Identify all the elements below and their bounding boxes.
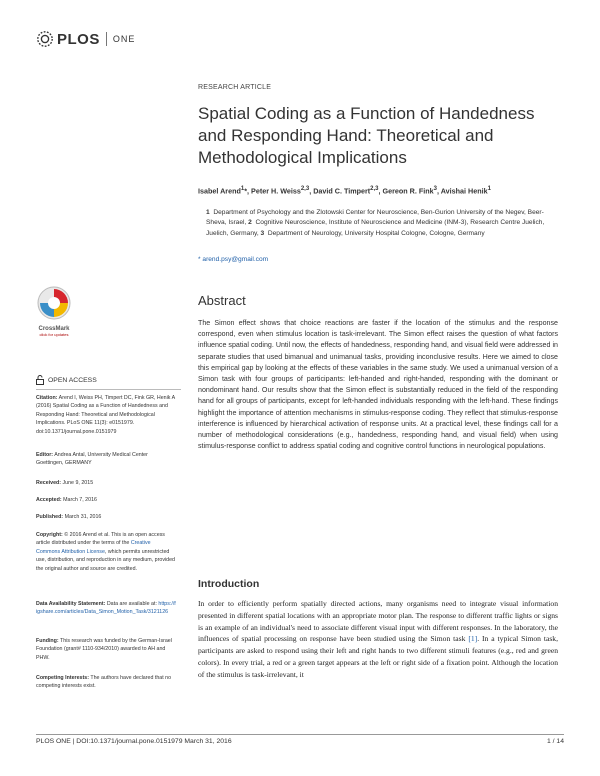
plos-logo[interactable] — [36, 28, 135, 50]
copyright-text: © 2016 Arend et al. This is an open access article distributed under the terms of the — [36, 532, 165, 547]
logo-divider — [106, 32, 107, 46]
corresponding-mark: * — [244, 186, 248, 196]
reference-link[interactable]: [1] — [468, 634, 478, 644]
affiliation-number: 2 — [248, 219, 252, 227]
footer-divider — [36, 734, 564, 735]
author-affiliation-sup: 1 — [487, 186, 491, 192]
corresponding-email[interactable]: * arend.psy@gmail.com — [198, 256, 269, 263]
crossmark-sublabel: click for updates — [39, 332, 69, 337]
affiliation-text: Cognitive Neuroscience, Institute of Neuroscience and Medicine (INM-3), Research Centre Juelich, Juelich, Germany, — [206, 219, 545, 237]
author-affiliation-sup: 2,3 — [370, 186, 379, 192]
sidebar-divider — [36, 389, 181, 390]
abstract-heading: Abstract — [198, 293, 246, 308]
citation-text: Arend I, Weiss PH, Timpert DC, Fink GR, Henik A (2016) Spatial Coding as a Function of Handedness and Responding Hand: Theoretical and Methodological Implications. PLoS ONE 11(3): e0151979. doi:10.1371/journal.pone.0151979 — [36, 395, 175, 435]
license-link[interactable]: Creative Commons Attribution License — [36, 540, 151, 555]
author-name: Avishai Henik — [440, 186, 488, 196]
article-type: RESEARCH ARTICLE — [198, 84, 272, 91]
copyright-text-end: , which permits unrestricted use, distribution, and reproduction in any medium, provided the original author and source are credited. — [36, 548, 175, 572]
author-name: Isabel Arend — [198, 186, 241, 196]
affiliation-number: 3 — [260, 229, 265, 237]
open-access-badge — [36, 375, 97, 385]
email-link[interactable]: arend.psy@gmail.com — [202, 256, 269, 263]
intro-text-end: . In a typical Simon task, participants are asked to respond using their left and right hands to two different stimuli features (e.g., red and green colors). In every trial, a red or a green target appears at the left or right side of a fixation point. Although the location of the stimulus is task-irrelevant, it — [198, 634, 558, 679]
competing-interests-label: Competing Interests: — [36, 675, 89, 681]
author-affiliation-sup: 3 — [433, 186, 437, 192]
intro-text-start: In order to efficiently perform spatially directed actions, many organisms need to integrate visual information presented in different spatial locations with an appropriate motor plan. The response to different traffic lights or signs is an example of an individual's need to associate different visual input with different responses. In the laboratory, the influences of spatial processing on response have been studied using the Simon task — [198, 599, 558, 644]
received-label: Received: — [36, 480, 62, 486]
journal-name: ONE — [112, 34, 136, 44]
abstract-text: The Simon effect shows that choice reactions are faster if the location of the stimulus and the response correspond, even when stimulus location is task-irrelevant. The Simon effect raises the question of what factors influence spatial coding. Until now, the effects of handedness, responding hand, and visual field were addressed in separate studies that used bimanual and unimanual tasks, providing inconclusive results. Here we aimed to close this empirical gap by looking at the effects of these variables in the same study. We used a unimanual version of a Simon task with four groups of participants: left-handed and right-handed, responding with the dominant or nondominant hand. Our results show that the Simon effect is substantially reduced in the field of the responding hand for all groups of participants, except for left-handed individuals responding with the left-hand. These findings highlight the importance of attention mechanisms in stimulus-response coding. They reflect that stimulus-response interference is influenced by hierarchical activation of response units. At a practical level, these findings call for a number of methodological considerations (e.g., handedness, responding hand, and visual field) when using stimulus-response conflict to address spatial coding and cognitive control functions in neurological populations. — [198, 319, 558, 451]
funding-label: Funding: — [36, 638, 59, 644]
competing-interests-block — [36, 674, 176, 691]
affiliation-text: Department of Neurology, University Hospital Cologne, Cologne, Germany — [267, 229, 485, 237]
accepted-date: March 7, 2016 — [63, 497, 97, 503]
published-block — [36, 513, 176, 521]
editor-block — [36, 451, 176, 468]
author-name: David C. Timpert — [313, 186, 371, 196]
data-availability-label: Data Availability Statement: — [36, 601, 106, 607]
page-number: 1 / 14 — [546, 738, 564, 745]
data-link[interactable]: https://figshare.com/articles/Data_Simon_Motion_Task/3121126 — [36, 601, 176, 616]
editor-label: Editor: — [36, 452, 54, 458]
competing-interests-text: The authors have declared that no competing interests exist. — [36, 675, 172, 690]
author-list: Isabel Arend$^1$*, Peter H. Weiss$^{2,3}$, David C. Timpert$^{2,3}$, Gereon R. Fink$^3$, Avishai Henik$^1$ — [198, 186, 491, 196]
crossmark-icon — [36, 285, 72, 321]
crossmark-label: CrossMark — [38, 326, 70, 332]
funding-block — [36, 637, 176, 662]
copyright-label: Copyright: — [36, 532, 63, 538]
introduction-heading: Introduction — [198, 578, 260, 590]
affiliation-number: 1 — [206, 209, 210, 216]
editor-text: Andrea Antal, University Medical Center Goettingen, GERMANY — [36, 452, 148, 467]
data-availability-block — [36, 600, 176, 617]
published-label: Published: — [36, 514, 64, 520]
plos-logo-icon — [36, 30, 54, 48]
data-availability-text: Data are available at: — [106, 601, 157, 607]
author-name: Peter H. Weiss — [251, 186, 301, 196]
footer-citation: PLOS ONE | DOI:10.1371/journal.pone.0151979 March 31, 2016 — [36, 738, 232, 745]
received-block — [36, 479, 176, 487]
crossmark-badge[interactable] — [30, 285, 78, 337]
introduction-text — [198, 598, 558, 681]
published-date: March 31, 2016 — [64, 514, 102, 520]
open-access-label: OPEN ACCESS — [48, 376, 97, 384]
funding-text: This research was funded by the German-Israel Foundation (grant# 1110-934/2010) awarded to AH and PHW. — [36, 638, 172, 661]
author-name: Gereon R. Fink — [382, 186, 434, 196]
copyright-block — [36, 531, 176, 573]
citation-label: Citation: — [36, 395, 58, 401]
publisher-name: PLOS — [57, 30, 100, 48]
author-affiliation-sup: 1 — [240, 186, 245, 192]
accepted-block — [36, 496, 176, 504]
citation-block — [36, 394, 176, 436]
received-date: June 9, 2015 — [62, 480, 94, 486]
affiliation-text: Department of Psychology and the Zlotowski Center for Neuroscience, Ben-Gurion University of the Negev, Beer-Sheva, Israel, — [206, 209, 544, 227]
article-title: Spatial Coding as a Function of Handedness and Responding Hand: Theoretical and Methodological Implications — [198, 104, 535, 167]
author-affiliation-sup: 2,3 — [300, 186, 310, 192]
accepted-label: Accepted: — [36, 497, 62, 503]
affiliations — [206, 208, 556, 239]
open-lock-icon — [36, 375, 44, 385]
